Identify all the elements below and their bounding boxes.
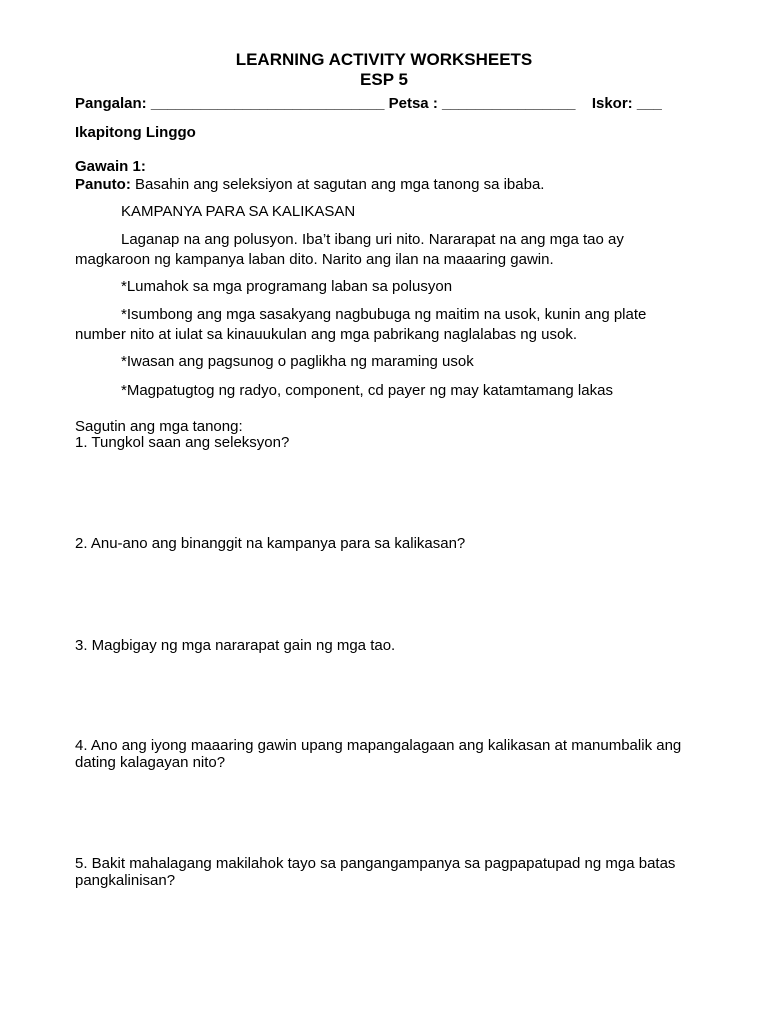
score-label: Iskor:: [591, 95, 633, 112]
info-line: [75, 95, 662, 113]
selection-item: *Iwasan ang pagsunog o paglikha ng maraming usok: [121, 353, 474, 370]
selection-title: KAMPANYA PARA SA KALIKASAN: [121, 203, 356, 220]
selection-item: *Lumahok sa mga programang laban sa polusyon: [121, 278, 453, 295]
instruction-label: Panuto:: [75, 176, 131, 193]
question-3: 3. Magbigay ng mga nararapat gain ng mga tao.: [75, 637, 396, 654]
date-label: Petsa :: [388, 95, 438, 112]
name-blank[interactable]: ____________________________: [150, 95, 385, 112]
question-4: 4. Ano ang iyong maaaring gawin upang mapangalagaan ang kalikasan at manumbalik ang dating kalagayan nito?: [75, 737, 682, 771]
activity-label: Gawain 1:: [75, 158, 146, 175]
question-5: 5. Bakit mahalagang makilahok tayo sa pangangampanya sa pagpapatupad ng mga batas pangkalinisan?: [75, 855, 676, 889]
name-label: Pangalan:: [75, 95, 147, 112]
instruction-text: Basahin ang seleksiyon at sagutan ang mga tanong sa ibaba.: [135, 176, 545, 193]
question-2: 2. Anu-ano ang binanggit na kampanya para sa kalikasan?: [75, 535, 466, 552]
selection-intro: Laganap na ang polusyon. Iba’t ibang uri nito. Nararapat na ang mga tao ay magkaroon ng kampanya laban dito. Narito ang ilan na maaaring gawin.: [75, 231, 624, 268]
date-blank[interactable]: ________________: [442, 95, 576, 112]
score-blank[interactable]: ___: [636, 95, 662, 112]
questions-heading: Sagutin ang mga tanong:: [75, 418, 243, 435]
worksheet-title: LEARNING ACTIVITY WORKSHEETS: [235, 50, 533, 69]
selection-item: *Isumbong ang mga sasakyang nagbubuga ng maitim na usok, kunin ang plate number nito at iulat sa kinauukulan ang mga pabrikang naglalabas ng usok.: [75, 306, 647, 343]
week-label: Ikapitong Linggo: [75, 124, 196, 141]
instruction-line: [75, 176, 544, 194]
worksheet-subtitle: ESP 5: [360, 70, 408, 89]
question-1: 1. Tungkol saan ang seleksyon?: [75, 434, 290, 451]
selection-item: *Magpatugtog ng radyo, component, cd payer ng may katamtamang lakas: [121, 382, 613, 399]
